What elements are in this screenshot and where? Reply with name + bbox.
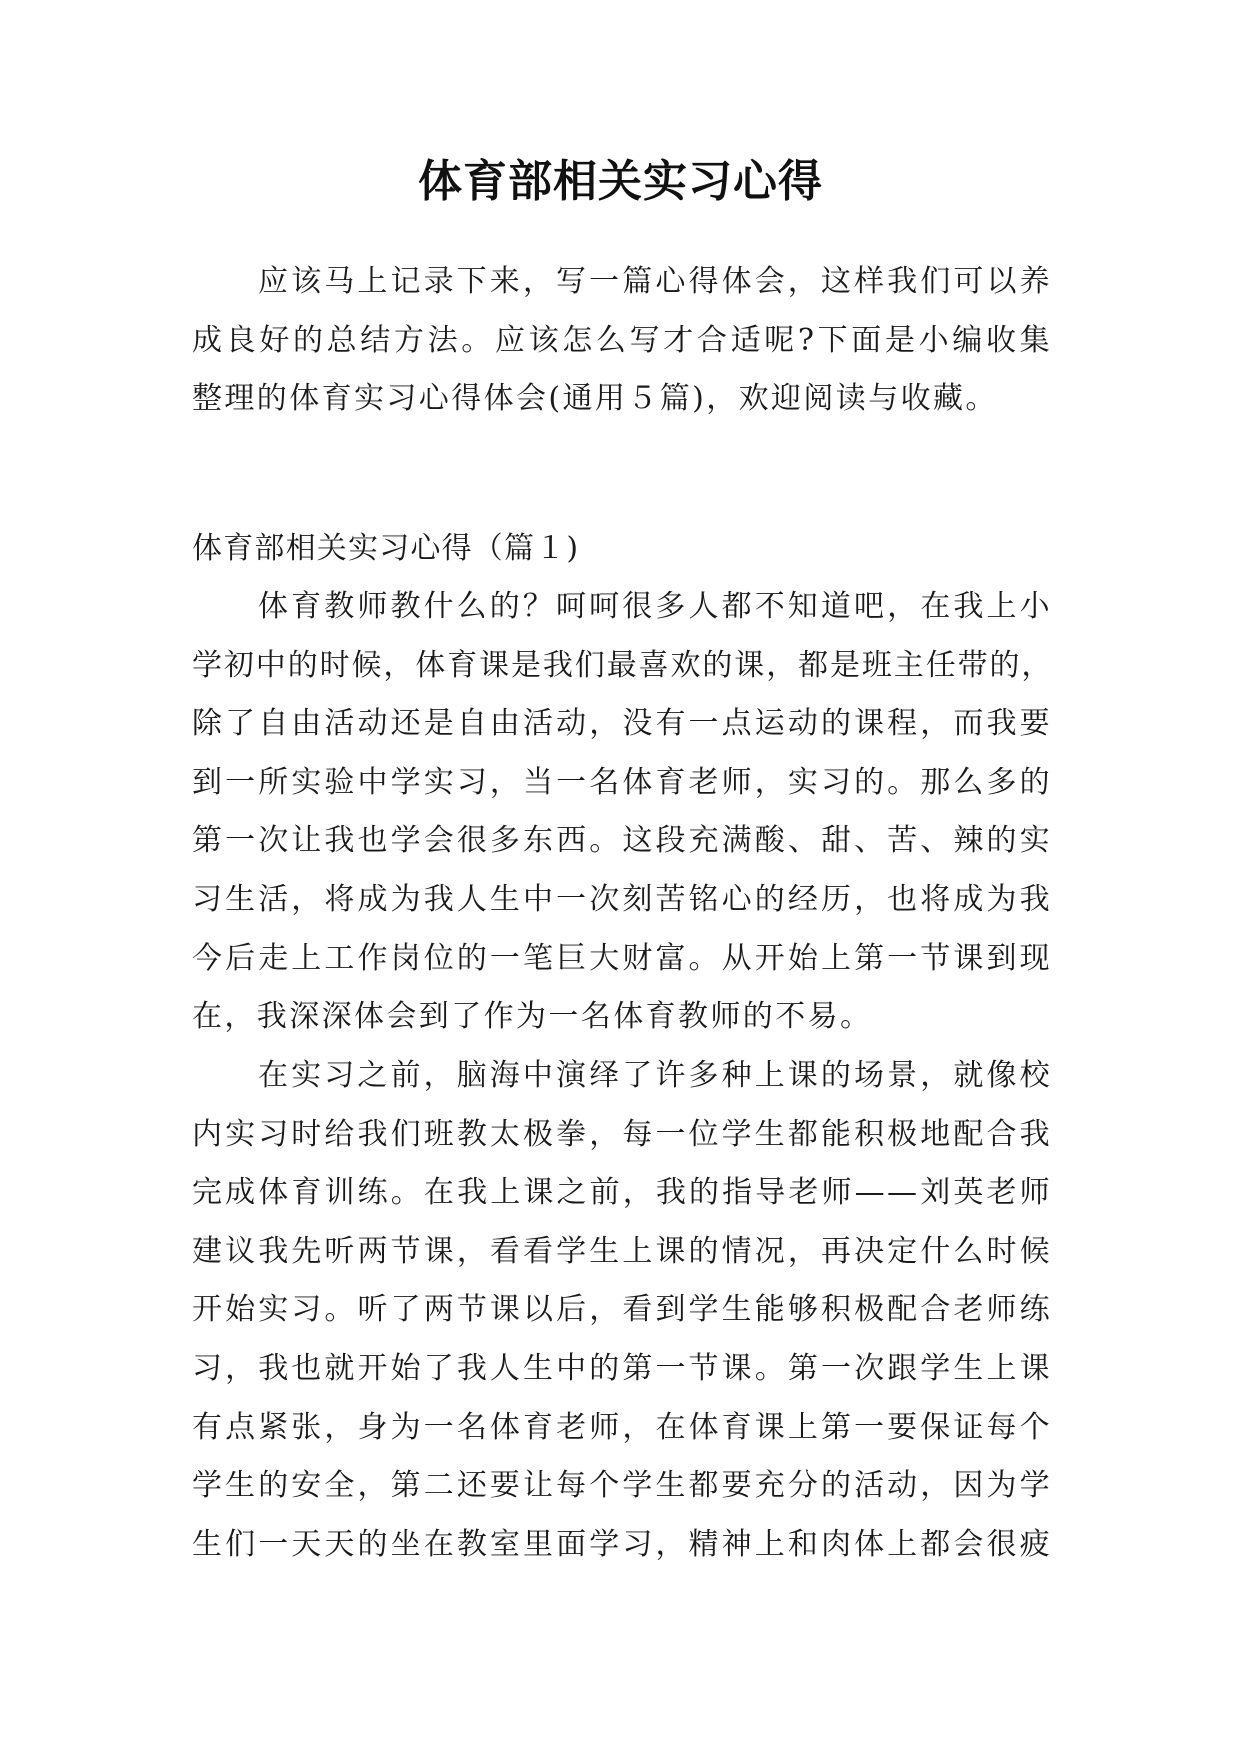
text-line: 习生活，将成为我人生中一次刻苦铭心的经历，也将成为我 [192, 881, 1052, 917]
body-paragraph-1 [192, 578, 1052, 1047]
document-title: 体育部相关实习心得 [418, 156, 823, 207]
text-line: 第一次让我也学会很多东西。这段充满酸、甜、苦、辣的实 [192, 823, 1052, 859]
text-line: 建议我先听两节课，看看学生上课的情况，再决定什么时候 [192, 1233, 1052, 1269]
text-line: 整理的体育实习心得体会(通用５篇)，欢迎阅读与收藏。 [192, 381, 998, 417]
text-line: 习，我也就开始了我人生中的第一节课。第一次跟学生上课 [192, 1350, 1052, 1386]
text-line: 在，我深深体会到了作为一名体育教师的不易。 [192, 999, 873, 1035]
text-line: 体育教师教什么的？呵呵很多人都不知道吧，在我上小 [258, 589, 1052, 624]
text-line: 学初中的时候，体育课是我们最喜欢的课，都是班主任带的， [192, 647, 1052, 683]
text-line: 开始实习。听了两节课以后，看到学生能够积极配合老师练 [192, 1292, 1052, 1328]
section-heading: 体育部相关实习心得（篇１) [192, 531, 580, 566]
text-line: 内实习时给我们班教太极拳，每一位学生都能积极地配合我 [192, 1116, 1052, 1152]
intro-paragraph [192, 253, 1052, 429]
text-line: 在实习之前，脑海中演绎了许多种上课的场景，就像校 [258, 1058, 1052, 1093]
text-line: 有点紧张，身为一名体育老师，在体育课上第一要保证每个 [192, 1409, 1052, 1445]
text-line: 除了自由活动还是自由活动，没有一点运动的课程，而我要 [192, 706, 1052, 742]
text-line: 学生的安全，第二还要让每个学生都要充分的活动，因为学 [192, 1468, 1052, 1504]
text-line: 生们一天天的坐在教室里面学习，精神上和肉体上都会很疲 [192, 1526, 1052, 1562]
text-line: 到一所实验中学实习，当一名体育老师，实习的。那么多的 [192, 764, 1052, 800]
text-line: 完成体育训练。在我上课之前，我的指导老师——刘英老师 [192, 1175, 1052, 1211]
body-paragraph-2 [192, 1047, 1052, 1574]
text-line: 成良好的总结方法。应该怎么写才合适呢?下面是小编收集 [192, 322, 1052, 358]
text-line: 应该马上记录下来，写一篇心得体会，这样我们可以养 [258, 264, 1052, 299]
text-line: 今后走上工作岗位的一笔巨大财富。从开始上第一节课到现 [192, 940, 1052, 976]
